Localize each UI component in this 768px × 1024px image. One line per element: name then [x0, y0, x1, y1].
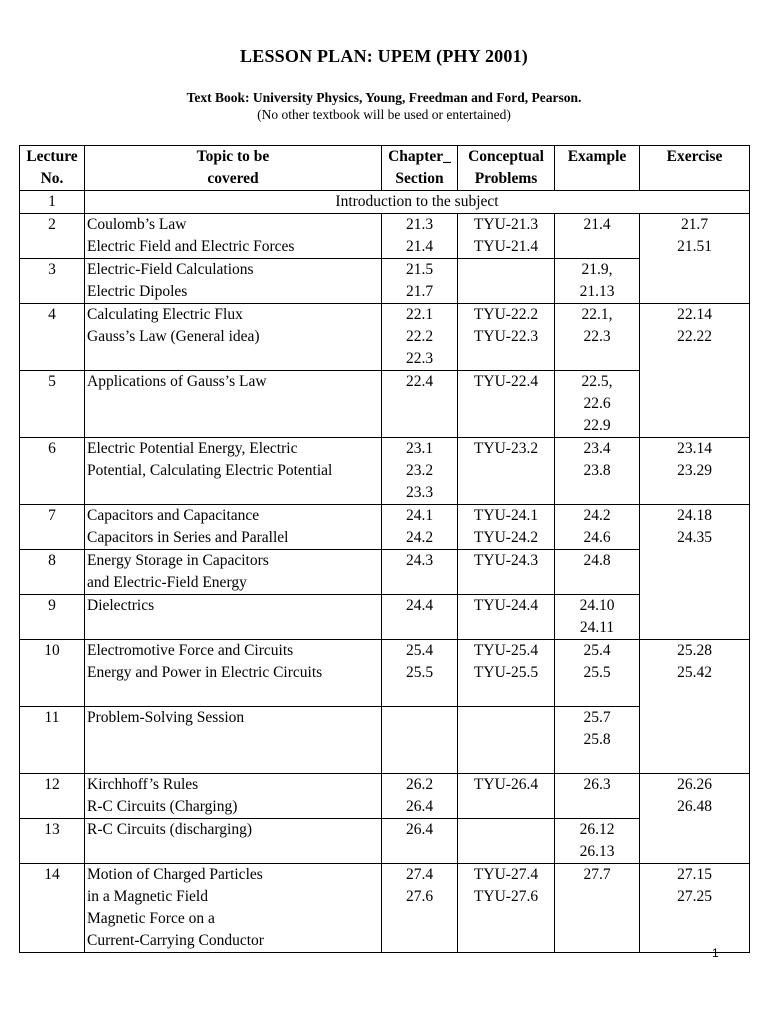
table-row	[20, 640, 750, 707]
topic-cell: R-C Circuits (discharging)	[85, 819, 382, 864]
example-cell: 26.3	[555, 774, 640, 819]
lecture-number: 6	[20, 438, 85, 505]
textbook-note: (No other textbook will be used or entertained)	[257, 107, 511, 122]
chapter-section-cell: 26.2 26.4	[382, 774, 458, 819]
topic-cell: Calculating Electric Flux Gauss’s Law (General idea)	[85, 304, 382, 371]
topic-cell: Motion of Charged Particles in a Magnetic Field Magnetic Force on a Current-Carrying Conductor	[85, 864, 382, 953]
chapter-section-cell: 25.4 25.5	[382, 640, 458, 707]
lecture-number: 11	[20, 707, 85, 774]
exercise-cell: 24.18 24.35	[640, 505, 750, 640]
conceptual-problems-cell	[458, 819, 555, 864]
topic-cell: Electric-Field Calculations Electric Dipoles	[85, 259, 382, 304]
header-lecture: Lecture No.	[20, 146, 85, 191]
page-number: 1	[712, 946, 719, 960]
table-row	[20, 304, 750, 371]
example-cell: 24.10 24.11	[555, 595, 640, 640]
topic-cell: Problem-Solving Session	[85, 707, 382, 774]
example-cell: 22.1, 22.3	[555, 304, 640, 371]
topic-cell: Dielectrics	[85, 595, 382, 640]
textbook-line: Text Book: University Physics, Young, Freedman and Ford, Pearson.	[186, 90, 582, 105]
example-cell: 26.12 26.13	[555, 819, 640, 864]
exercise-cell: 23.14 23.29	[640, 438, 750, 505]
exercise-cell: 21.7 21.51	[640, 214, 750, 304]
conceptual-problems-cell: TYU-24.4	[458, 595, 555, 640]
topic-cell: Coulomb’s Law Electric Field and Electric Forces	[85, 214, 382, 259]
example-cell: 21.4	[555, 214, 640, 259]
table-header-row	[20, 146, 750, 191]
chapter-section-cell: 27.4 27.6	[382, 864, 458, 953]
table-row	[20, 864, 750, 953]
conceptual-problems-cell: TYU-22.2 TYU-22.3	[458, 304, 555, 371]
intro-row	[20, 191, 750, 214]
example-cell: 24.2 24.6	[555, 505, 640, 550]
example-cell: 24.8	[555, 550, 640, 595]
table-row	[20, 438, 750, 505]
conceptual-problems-cell: TYU-24.3	[458, 550, 555, 595]
lecture-number: 3	[20, 259, 85, 304]
topic-cell: Electromotive Force and Circuits Energy and Power in Electric Circuits	[85, 640, 382, 707]
lecture-number: 13	[20, 819, 85, 864]
lecture-number: 1	[20, 191, 85, 214]
lecture-number: 10	[20, 640, 85, 707]
table-row	[20, 505, 750, 550]
topic-cell: Energy Storage in Capacitors and Electric-Field Energy	[85, 550, 382, 595]
example-cell: 23.4 23.8	[555, 438, 640, 505]
chapter-section-cell: 24.3	[382, 550, 458, 595]
example-cell: 27.7	[555, 864, 640, 953]
chapter-section-cell: 21.5 21.7	[382, 259, 458, 304]
header-exercise: Exercise	[640, 146, 750, 191]
header-topic: Topic to be covered	[85, 146, 382, 191]
conceptual-problems-cell: TYU-27.4 TYU-27.6	[458, 864, 555, 953]
exercise-cell: 26.26 26.48	[640, 774, 750, 864]
conceptual-problems-cell	[458, 707, 555, 774]
header-conceptual: Conceptual Problems	[458, 146, 555, 191]
conceptual-problems-cell	[458, 259, 555, 304]
lecture-number: 14	[20, 864, 85, 953]
example-cell: 25.4 25.5	[555, 640, 640, 707]
intro-text: Introduction to the subject	[85, 191, 750, 214]
chapter-section-cell: 24.4	[382, 595, 458, 640]
conceptual-problems-cell: TYU-26.4	[458, 774, 555, 819]
conceptual-problems-cell: TYU-22.4	[458, 371, 555, 438]
conceptual-problems-cell: TYU-25.4 TYU-25.5	[458, 640, 555, 707]
table-row	[20, 214, 750, 259]
topic-cell: Applications of Gauss’s Law	[85, 371, 382, 438]
chapter-section-cell: 24.1 24.2	[382, 505, 458, 550]
lecture-number: 4	[20, 304, 85, 371]
topic-cell: Capacitors and Capacitance Capacitors in Series and Parallel	[85, 505, 382, 550]
example-cell: 22.5, 22.6 22.9	[555, 371, 640, 438]
example-cell: 21.9, 21.13	[555, 259, 640, 304]
conceptual-problems-cell: TYU-23.2	[458, 438, 555, 505]
page-title: LESSON PLAN: UPEM (PHY 2001)	[240, 46, 528, 66]
chapter-section-cell: 23.1 23.2 23.3	[382, 438, 458, 505]
table-row	[20, 774, 750, 819]
lecture-number: 5	[20, 371, 85, 438]
topic-cell: Kirchhoff’s Rules R-C Circuits (Charging)	[85, 774, 382, 819]
header-example: Example	[555, 146, 640, 191]
table-body	[20, 191, 750, 953]
lecture-number: 12	[20, 774, 85, 819]
header-chapter: Chapter_ Section	[382, 146, 458, 191]
lesson-plan-table	[19, 145, 750, 953]
exercise-cell: 25.28 25.42	[640, 640, 750, 774]
exercise-cell: 27.15 27.25	[640, 864, 750, 953]
lecture-number: 9	[20, 595, 85, 640]
lecture-number: 8	[20, 550, 85, 595]
chapter-section-cell	[382, 707, 458, 774]
lecture-number: 7	[20, 505, 85, 550]
conceptual-problems-cell: TYU-21.3 TYU-21.4	[458, 214, 555, 259]
topic-cell: Electric Potential Energy, Electric Potential, Calculating Electric Potential	[85, 438, 382, 505]
chapter-section-cell: 21.3 21.4	[382, 214, 458, 259]
exercise-cell: 22.14 22.22	[640, 304, 750, 438]
example-cell: 25.7 25.8	[555, 707, 640, 774]
chapter-section-cell: 22.1 22.2 22.3	[382, 304, 458, 371]
chapter-section-cell: 22.4	[382, 371, 458, 438]
conceptual-problems-cell: TYU-24.1 TYU-24.2	[458, 505, 555, 550]
lecture-number: 2	[20, 214, 85, 259]
chapter-section-cell: 26.4	[382, 819, 458, 864]
